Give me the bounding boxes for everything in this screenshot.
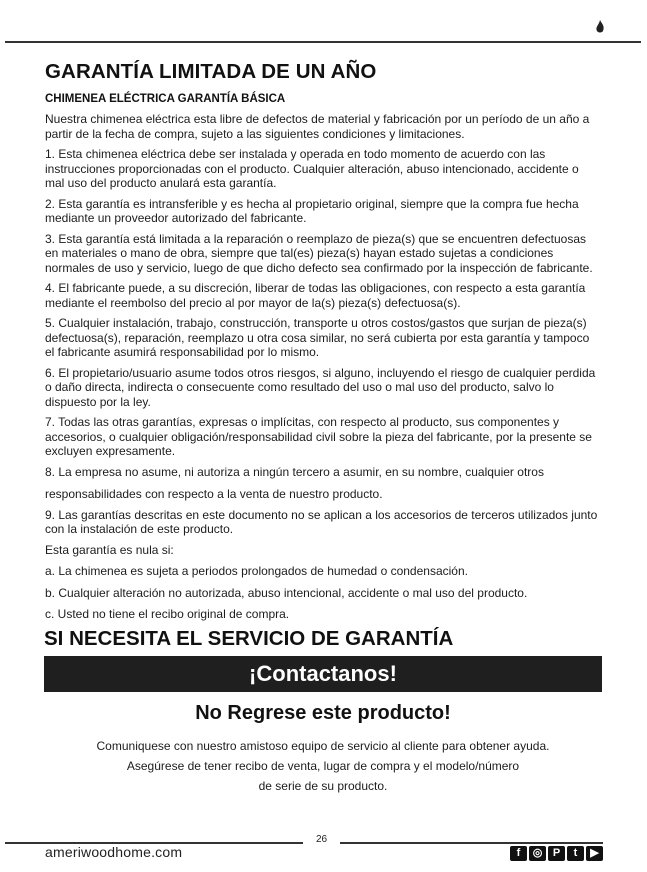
- null-item-b: b. Cualquier alteración no autorizada, abuso intencional, accidente o mal uso del producto.: [45, 585, 528, 600]
- youtube-icon[interactable]: ▶: [586, 846, 603, 861]
- warranty-item-9: 9. Las garantías descritas en este documento no se aplican a los accesorios de terceros utilizados junto con la instalación de este producto.: [45, 507, 598, 536]
- warranty-item-1: 1. Esta chimenea eléctrica debe ser instalada y operada en todo momento de acuerdo con las instrucciones proporcionadas con el producto. Cualquier alteración, abuso intencionado, accidente o mal uso del producto anulará esta garantía.: [45, 147, 579, 190]
- page-title: GARANTÍA LIMITADA DE UN AÑO: [45, 60, 377, 83]
- warranty-item-8: 8. La empresa no asume, ni autoriza a ningún tercero a asumir, en su nombre, cualquier otros: [45, 464, 544, 479]
- footer-rule-right: [340, 842, 603, 844]
- service-title: SI NECESITA EL SERVICIO DE GARANTÍA: [44, 626, 454, 650]
- contact-line-3: de serie de su producto.: [258, 778, 388, 793]
- warranty-item-2: 2. Esta garantía es intransferible y es hecha al propietario original, siempre que la compra fue hecha mediante un proveedor autorizado del fabricante.: [45, 196, 579, 225]
- pinterest-icon[interactable]: P: [548, 846, 565, 861]
- contact-banner: ¡Contactanos!: [44, 656, 602, 692]
- page-content: [45, 60, 601, 796]
- warranty-item-5: 5. Cualquier instalación, trabajo, construcción, transporte u otros costos/gastos que surjan de pieza(s) defectuosa(s), reparación, reemplazo u otra cosa similar, no será cubierta por esta garantía y tampoco el fabricante asumirá responsabilidad por lo mismo.: [45, 316, 590, 359]
- facebook-icon[interactable]: f: [510, 846, 527, 861]
- header-rule: [5, 41, 641, 43]
- warranty-item-4: 4. El fabricante puede, a su discreción, liberar de todas las obligaciones, con respecto a esta garantía mediante el reembolso del precio al por mayor de la(s) pieza(s) defectuosa(s).: [45, 281, 586, 310]
- instagram-icon[interactable]: ◎: [529, 846, 546, 861]
- section-subtitle: CHIMENEA ELÉCTRICA GARANTÍA BÁSICA: [45, 93, 286, 105]
- no-return-heading: No Regrese este producto!: [195, 701, 451, 724]
- contact-line-1: Comuniquese con nuestro amistoso equipo de servicio al cliente para obtener ayuda.: [96, 738, 550, 753]
- warranty-item-8-cont: responsabilidades con respecto a la venta de nuestro producto.: [45, 487, 383, 501]
- flame-icon: [595, 20, 605, 34]
- contact-line-2: Asegúrese de tener recibo de venta, lugar de compra y el modelo/número: [126, 758, 520, 773]
- warranty-item-7: 7. Todas las otras garantías, expresas o implícitas, con respecto al producto, sus componentes y accesorios, o cualquier obligación/responsabilidad civil sobre la pieza del fabricante, por la presente se excluyen expresamente.: [45, 415, 592, 458]
- website-link[interactable]: ameriwoodhome.com: [45, 844, 183, 860]
- null-intro: Esta garantía es nula si:: [45, 542, 174, 557]
- social-icons: [510, 846, 603, 861]
- intro-paragraph: Nuestra chimenea eléctrica esta libre de defectos de material y fabricación por un período de un año a partir de la fecha de compra, sujeto a las siguientes condiciones y limitaciones.: [45, 112, 590, 141]
- warranty-item-3: 3. Esta garantía está limitada a la reparación o reemplazo de pieza(s) que se encuentren defectuosas en materiales o mano de obra, siempre que tal(es) pieza(s) hayan estado sujetas a condiciones normales de uso y servicio, luego de que dicho defecto sea confirmado por la inspección de fabricante.: [45, 231, 593, 275]
- null-item-a: a. La chimenea es sujeta a periodos prolongados de humedad o condensación.: [45, 564, 468, 578]
- twitter-icon[interactable]: t: [567, 846, 584, 861]
- null-item-c: c. Usted no tiene el recibo original de compra.: [45, 607, 290, 621]
- page-number: 26: [315, 834, 328, 845]
- warranty-item-6: 6. El propietario/usuario asume todos otros riesgos, si alguno, incluyendo el riesgo de cualquier perdida o daño directa, indirecta o consecuente como resultado del uso o mal uso del producto, salvo lo dispuesto por la ley.: [45, 365, 596, 409]
